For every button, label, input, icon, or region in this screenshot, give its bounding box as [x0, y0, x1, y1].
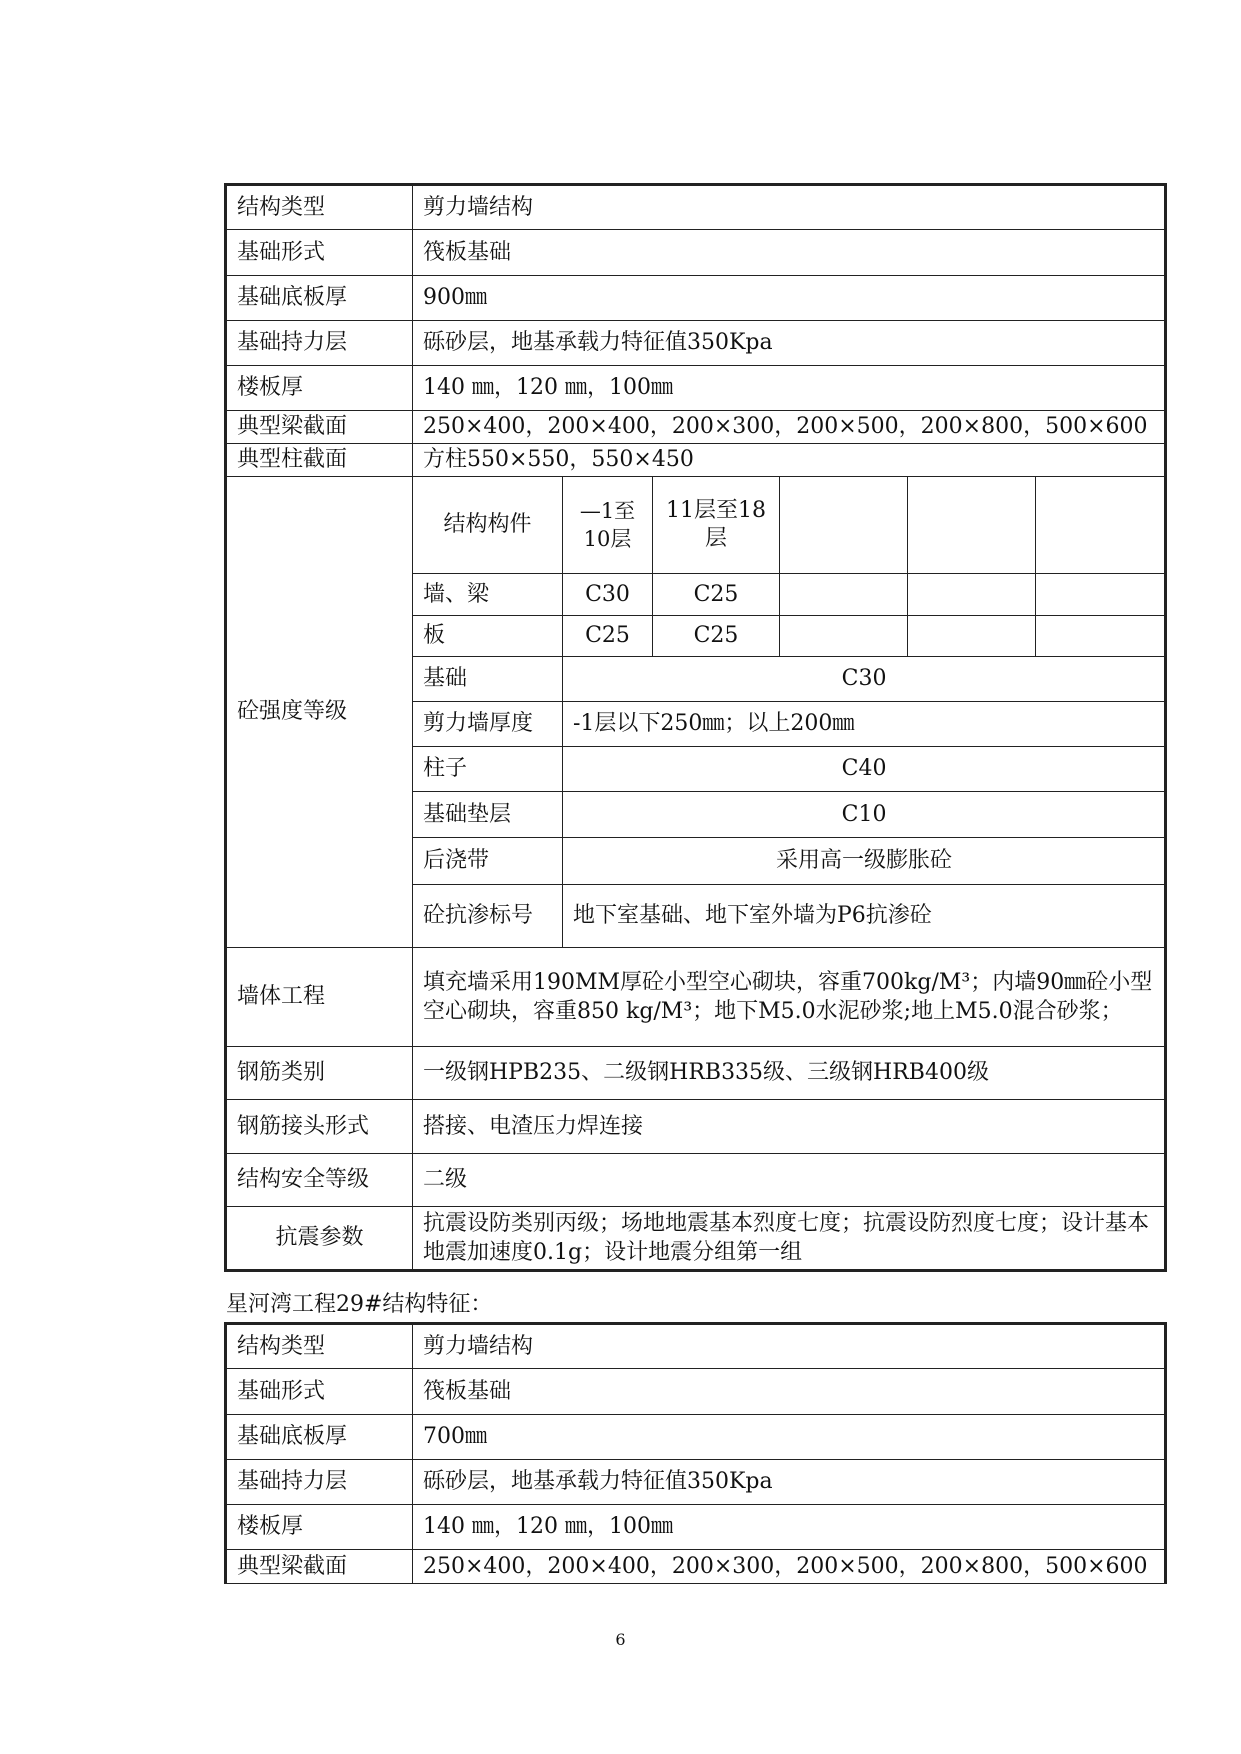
row-label: 基础底板厚 — [226, 1415, 413, 1460]
row-label: 基础持力层 — [226, 1460, 413, 1505]
row-value: 900㎜ — [413, 276, 1166, 321]
component-label: 柱子 — [413, 747, 563, 792]
row-value: 抗震设防类别丙级；场地地震基本烈度七度；抗震设防烈度七度；设计基本地震加速度0.1g；设计地震分组第一组 — [413, 1207, 1166, 1271]
row-value: 二级 — [413, 1154, 1166, 1207]
row-value: 140 ㎜，120 ㎜，100㎜ — [413, 366, 1166, 411]
floors-header-1: —1至10层 — [563, 477, 653, 574]
grade-value: 采用高一级膨胀砼 — [563, 838, 1166, 885]
grade-value: C10 — [563, 792, 1166, 838]
row-label: 钢筋类别 — [226, 1047, 413, 1100]
row-value: 250×400，200×400，200×300，200×500，200×800，500×600 — [413, 411, 1166, 444]
row-value: 剪力墙结构 — [413, 1324, 1166, 1369]
row-value: 方柱550×550，550×450 — [413, 444, 1166, 477]
structure-table-2 — [224, 1322, 1167, 1584]
row-label: 基础底板厚 — [226, 276, 413, 321]
row-value: 剪力墙结构 — [413, 185, 1166, 230]
row-label: 楼板厚 — [226, 366, 413, 411]
row-value: 250×400，200×400，200×300，200×500，200×800，500×600 — [413, 1550, 1166, 1584]
row-label: 钢筋接头形式 — [226, 1100, 413, 1154]
concrete-header-row — [226, 477, 1166, 574]
row-label: 结构安全等级 — [226, 1154, 413, 1207]
page-number: 6 — [615, 1630, 626, 1649]
row-value: 筏板基础 — [413, 1369, 1166, 1415]
grade-value: C25 — [563, 616, 653, 657]
row-label: 结构类型 — [226, 1324, 413, 1369]
table-row — [226, 321, 1166, 366]
table-row — [226, 1207, 1166, 1271]
table-row — [226, 1505, 1166, 1550]
table-row — [226, 1100, 1166, 1154]
empty-cell — [908, 616, 1036, 657]
row-label: 楼板厚 — [226, 1505, 413, 1550]
row-label: 结构类型 — [226, 185, 413, 230]
row-label: 抗震参数 — [226, 1207, 413, 1271]
row-label: 墙体工程 — [226, 948, 413, 1047]
empty-cell — [908, 574, 1036, 616]
row-label: 典型柱截面 — [226, 444, 413, 477]
row-value: 700㎜ — [413, 1415, 1166, 1460]
table-row — [226, 411, 1166, 444]
grade-value: C30 — [563, 657, 1166, 702]
table-row — [226, 230, 1166, 276]
row-value: 填充墙采用190MM厚砼小型空心砌块，容重700kg/M³；内墙90㎜砼小型空心砌块，容重850 kg/M³；地下M5.0水泥砂浆;地上M5.0混合砂浆； — [413, 948, 1166, 1047]
row-value: 地下室基础、地下室外墙为P6抗渗砼 — [563, 885, 1166, 948]
row-value: 搭接、电渣压力焊连接 — [413, 1100, 1166, 1154]
component-label: 后浇带 — [413, 838, 563, 885]
row-value: 一级钢HPB235、二级钢HRB335级、三级钢HRB400级 — [413, 1047, 1166, 1100]
table-row — [226, 948, 1166, 1047]
grade-value: C30 — [563, 574, 653, 616]
concrete-grade-label: 砼强度等级 — [226, 477, 413, 948]
table-row — [226, 1154, 1166, 1207]
row-label: 基础持力层 — [226, 321, 413, 366]
empty-cell — [1036, 574, 1166, 616]
row-label: 基础形式 — [226, 1369, 413, 1415]
table-row — [226, 1324, 1166, 1369]
row-value: 砾砂层，地基承载力特征值350Kpa — [413, 1460, 1166, 1505]
empty-cell — [1036, 616, 1166, 657]
table-row — [226, 444, 1166, 477]
empty-cell — [908, 477, 1036, 574]
grade-value: C25 — [653, 574, 780, 616]
row-value: 140 ㎜，120 ㎜，100㎜ — [413, 1505, 1166, 1550]
floors-header-2: 11层至18层 — [653, 477, 780, 574]
table-row — [226, 1047, 1166, 1100]
table-row — [226, 1369, 1166, 1415]
table-row — [226, 276, 1166, 321]
component-label: 墙、梁 — [413, 574, 563, 616]
row-value: 砾砂层，地基承载力特征值350Kpa — [413, 321, 1166, 366]
section-caption: 星河湾工程29#结构特征： — [226, 1292, 493, 1317]
row-label: 典型梁截面 — [226, 1550, 413, 1584]
component-label: 基础 — [413, 657, 563, 702]
empty-cell — [780, 477, 908, 574]
empty-cell — [780, 574, 908, 616]
row-label: 典型梁截面 — [226, 411, 413, 444]
grade-value: C40 — [563, 747, 1166, 792]
table-row — [226, 185, 1166, 230]
component-header: 结构构件 — [413, 477, 563, 574]
row-label: 砼抗渗标号 — [413, 885, 563, 948]
thickness-value: -1层以下250㎜；以上200㎜ — [563, 702, 1166, 747]
grade-value: C25 — [653, 616, 780, 657]
component-label: 基础垫层 — [413, 792, 563, 838]
table-row — [226, 1415, 1166, 1460]
row-value: 筏板基础 — [413, 230, 1166, 276]
structure-table-1 — [224, 183, 1167, 1272]
table-row — [226, 366, 1166, 411]
component-label: 板 — [413, 616, 563, 657]
empty-cell — [1036, 477, 1166, 574]
table-row — [226, 1550, 1166, 1584]
table-row — [226, 1460, 1166, 1505]
row-label: 基础形式 — [226, 230, 413, 276]
component-label: 剪力墙厚度 — [413, 702, 563, 747]
empty-cell — [780, 616, 908, 657]
